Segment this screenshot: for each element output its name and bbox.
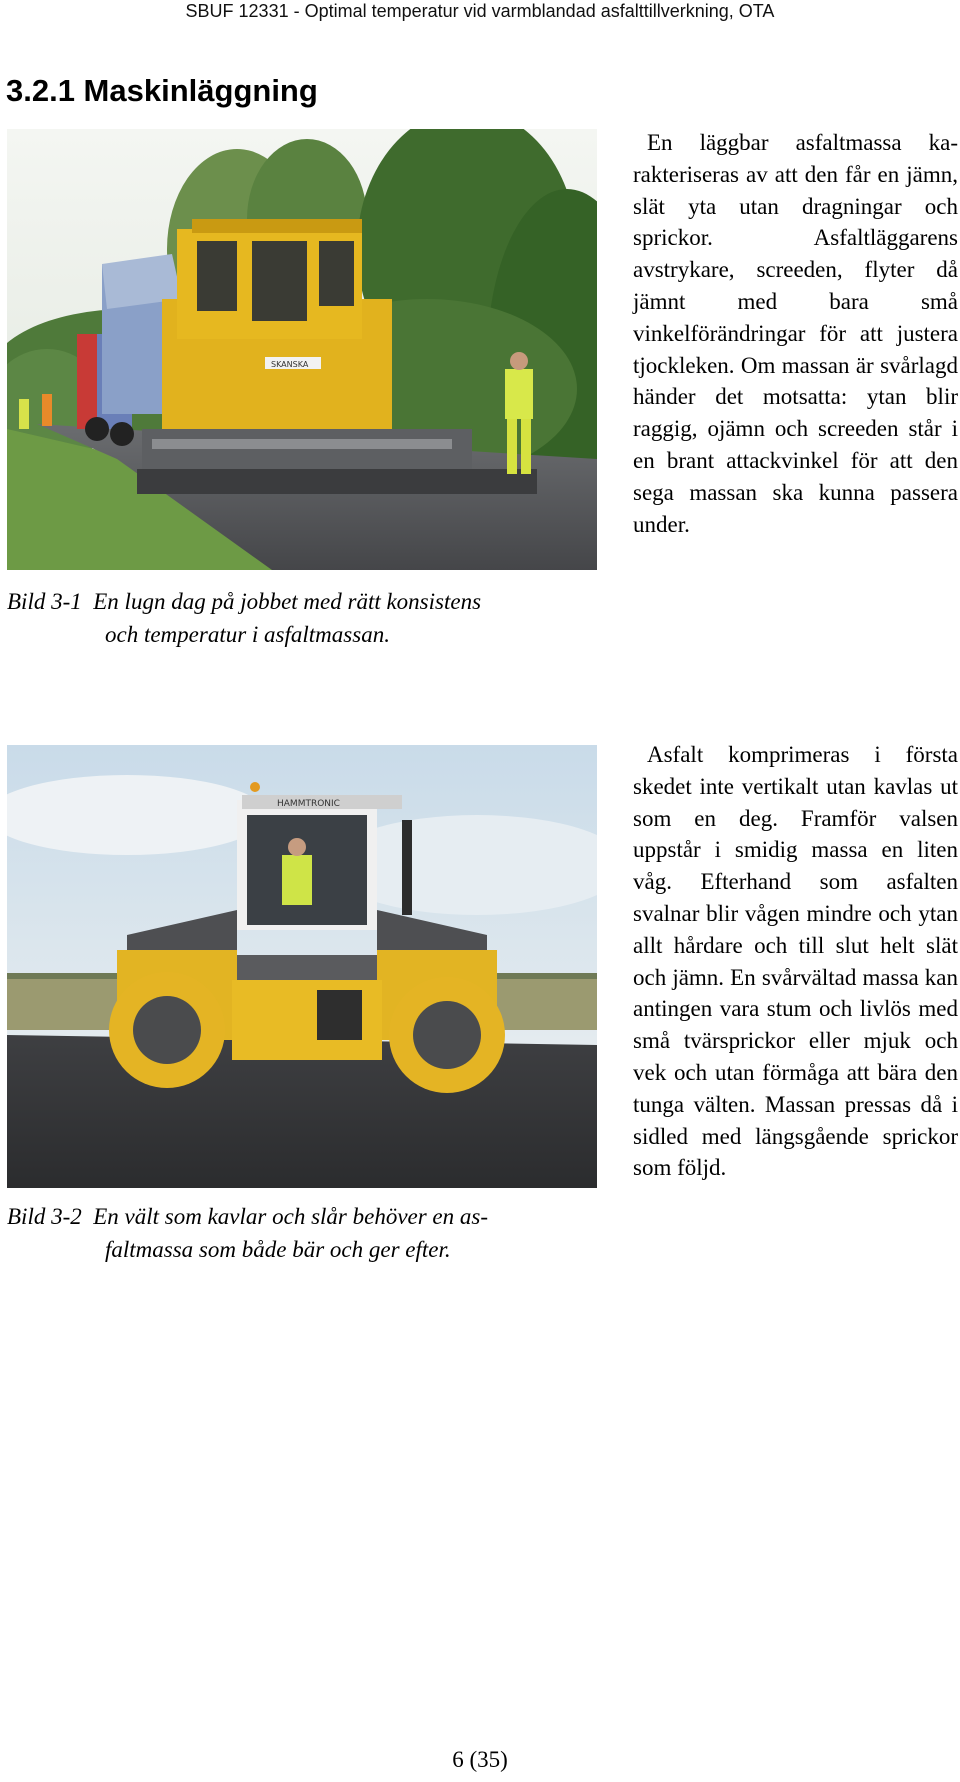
page-number: 6 (35) [452, 1747, 508, 1772]
figure-caption-3-1 [7, 585, 607, 651]
caption-text-line1: En lugn dag på jobbet med rätt konsistens [93, 589, 482, 614]
caption-label: Bild 3-2 [7, 1204, 82, 1229]
paver-photo [7, 129, 597, 570]
caption-text-line2: och temperatur i asfaltmassan. [105, 622, 390, 647]
caption-label: Bild 3-1 [7, 589, 82, 614]
caption-text-line2: faltmassa som både bär och ger efter. [105, 1237, 451, 1262]
paver-brand-label: SKANSKA [271, 360, 309, 369]
paragraph-compaction: Asfalt komprimeras i första skedet inte vertikalt utan kavlas ut som en deg. Framför valsen uppstår i smidig massa en liten våg. Efterhand som asfalten svalnar blir vågen mindre och ytan allt hårdare och till slut helt slät och jämn. En svårvältad massa kan antingen vara stum och livlös med små tvärsprickor eller mjuk och vek och utan förmåga att bära den tunga välten. Massan pressas då i sidled med längsgående sprickor som följd. [633, 742, 958, 1181]
roller-photo [7, 745, 597, 1188]
section-title: 3.2.1 Maskinläggning [6, 73, 318, 108]
paragraph-paving: En läggbar asfaltmassa karakteriseras av att den får en jämn, slät yta utan dragningar och sprickor. Asfaltläggarens avstrykare, screeden, flyter då jämnt med bara små vinkelförändringar för att justera tjockleken. Om massan är svårlagd händer det motsatta: ytan blir raggig, ojämn och screeden står i en brant attackvinkel för att den sega massan ska kunna passera under. [633, 130, 958, 537]
running-header: SBUF 12331 - Optimal temperatur vid varmblandad asfalttillverkning, OTA [185, 1, 775, 21]
roller-brand-label: HAMMTRONIC [277, 799, 340, 809]
caption-text-line1: En vält som kavlar och slår behöver en as- [93, 1204, 489, 1229]
figure-caption-3-2 [7, 1200, 607, 1266]
